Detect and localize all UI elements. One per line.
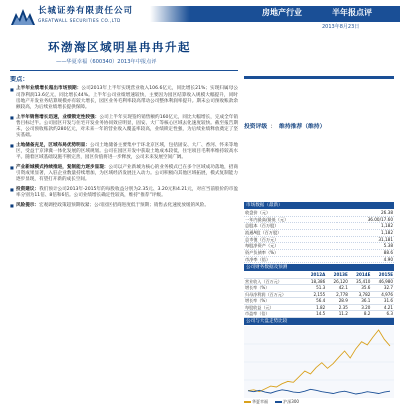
table-row: 营业收入（百万元） 18,386 26,120 35,410 46,980: [245, 278, 393, 284]
square-bullet-icon: ■: [10, 203, 14, 209]
key-point-text: 我们预计公司2013年-2015年的每股收益分别为2.35元、3.20元和4.21元，对应当前股价的市盈率分别为11倍、8倍和6倍。公司业绩增长确定性较高，维持“推荐”评级。: [16, 186, 238, 199]
key-point-text: 公司土地储备主要集中于环北京区域，包括固安、大厂、香河、怀来等地区，受益于京津冀一体化发展的区域规划。公司在园区开发中获取土地成本较低，住宅项目毛利率维持较高水平。随着区域基础设施不断完善，园区价值将进一步释放，公司未来发展空间广阔。: [16, 142, 238, 161]
table-row: 增长率（%） 56.4 28.9 36.1 31.6: [245, 298, 393, 304]
financials-header: 公司财务数据及预测: [244, 264, 394, 271]
legend-label: 沪深300: [283, 399, 299, 404]
financials-table: [244, 272, 394, 318]
rating-separator: ：: [270, 124, 277, 130]
key-point-lead: 上半年销售增长迅速，业绩锁定性较强：: [16, 114, 100, 120]
square-bullet-icon: ■: [10, 165, 14, 171]
chart-legend: [244, 399, 394, 404]
key-point-text: 公司上半年实现签约销售额约160亿元，同比大幅增长，完成全年销售目标过半。公司园区开发与住宅开发业务协同效应明显，固安、大厂等核心区域去化速度较快。截至报告期末，公司预收账款约280亿元，对未来一年的营业收入覆盖率较高，业绩锁定性强，为后续业绩释放奠定了坚实基础。: [16, 114, 238, 139]
table-row: 流通A股（百万股） 1,182: [245, 230, 393, 236]
report-header: [0, 0, 400, 34]
key-point-text: 宏观调控政策超预期收紧；公司园区招商进度低于预期；销售去化速度放缓的风险。: [38, 202, 209, 208]
sidebar-column: [244, 76, 394, 406]
legend-item: [275, 399, 299, 404]
table-row: 一年内最高/最低（元） 36.00/17.60: [245, 216, 393, 222]
key-point-item: [10, 187, 238, 199]
legend-swatch: [275, 401, 282, 402]
table-row: 资产负债率（%） 88.6: [245, 250, 393, 256]
table-row: 市盈率（倍） 14.5 11.2 8.2 6.3: [245, 311, 393, 317]
company-name-cn: 长城证券有限责任公司: [38, 6, 134, 16]
key-points-label: 要点：: [10, 76, 29, 83]
title-divider: [10, 70, 238, 71]
key-point-text: 公司以产业新城为核心的业务模式已在多个区域成功落地，招商引资成果显著，入驻企业数量持续增加，为区域经济发展注入动力。公司积极向其他区域拓展，模式复制能力逐步显现，有望打开新的成长空间。: [16, 164, 238, 183]
rating-value: 维持推荐（维持）: [279, 124, 326, 130]
legend-label: 华夏幸福: [252, 399, 268, 404]
key-point-item: [10, 86, 238, 111]
trend-chart: [244, 326, 394, 398]
table-row: 增长率（%） 51.3 42.1 35.6 32.7: [245, 285, 393, 291]
key-point-item: [10, 143, 238, 162]
key-point-text: 公司2013年上半年实现营业收入106.6亿元，同比增长21%；实现归属母公司净利润13.6亿元，同比增长44%。上半年公司业绩增速较快，主要因为园区结算收入规模大幅提升，同时房地产开发业务结算规模亦有较大增长，园区业务毛利率较高带动公司整体利润率提升。期末公司预收账款余额较高，为后续业绩增长提供保障。: [16, 86, 238, 110]
square-bullet-icon: ■: [10, 86, 14, 92]
sidebar-top-rule: [244, 76, 394, 79]
market-data-table: [244, 210, 394, 263]
key-point-item: [10, 203, 238, 209]
table-row: 收盘价（元） 26.38: [245, 210, 393, 215]
legend-swatch: [244, 401, 251, 402]
key-point-lead: 风险提示：: [16, 202, 39, 208]
report-date: 2013年8月23日: [322, 24, 360, 30]
rating-label: 投资评级: [244, 124, 268, 130]
key-point-lead: 投资建议：: [16, 186, 40, 192]
key-points-column: [10, 76, 238, 406]
key-point-lead: 土地储备充足，区域布局优势明显：: [16, 142, 91, 148]
square-bullet-icon: ■: [10, 115, 14, 121]
table-row: 市净率（倍） 4.90: [245, 256, 393, 262]
table-row: 每股收益（元） 1.82 2.35 3.20 4.21: [245, 304, 393, 310]
table-row: 归母净利润（百万元） 2,155 2,778 3,782 4,976: [245, 291, 393, 297]
table-row: 每股净资产（元） 5.38: [245, 243, 393, 249]
key-point-item: [10, 165, 238, 184]
report-title: 环渤海区域明星冉冉升起: [48, 40, 191, 54]
key-point-item: [10, 115, 238, 140]
table-header-row: 2012A 2013E 2014E 2015E: [244, 272, 394, 278]
company-name-en: GREATWALL SECURITIES CO.,LTD: [38, 18, 121, 23]
report-subtitle: ——华夏幸福（600340）2013年中报点评: [56, 59, 157, 65]
square-bullet-icon: ■: [10, 143, 14, 149]
header-bar-fade: [150, 6, 190, 22]
square-bullet-icon: ■: [10, 187, 14, 193]
key-point-lead: 上半年业绩增长超出市场预期：: [16, 86, 82, 92]
investment-rating: [244, 120, 394, 142]
table-row: 总股本（百万股） 1,182: [245, 223, 393, 229]
market-data-header: 市场数据（最新）: [244, 202, 394, 209]
trend-chart-header: 公司与大盘走势比较: [244, 318, 394, 325]
legend-item: [244, 399, 268, 404]
industry-label: 房地产行业: [262, 8, 302, 17]
great-wall-logo-icon: [10, 5, 36, 27]
report-type-label: 半年报点评: [332, 8, 372, 17]
table-row: 总市值（百万元） 31,181: [245, 236, 393, 242]
key-point-lead: 产业新城模式持续推进，复制能力逐步显现：: [16, 164, 109, 170]
